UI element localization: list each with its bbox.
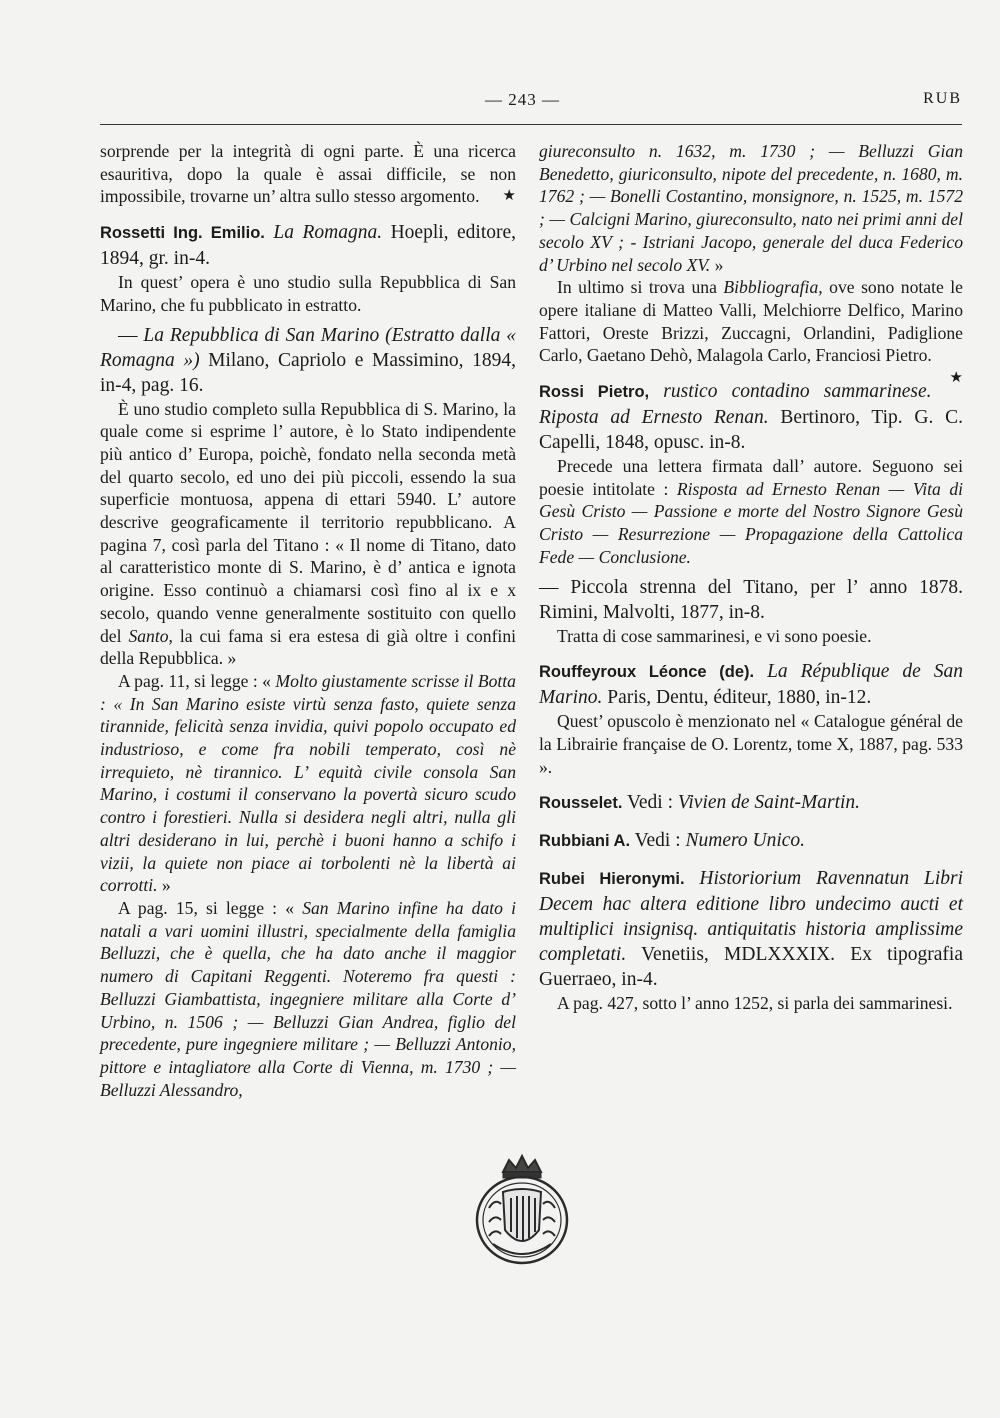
entry-author: Rousselet. (539, 794, 623, 813)
note-text: la cui fama si era estesa di già oltre i confini della Repubblica. » (100, 625, 517, 669)
right-column (539, 140, 963, 1015)
entry-heading (100, 220, 516, 271)
entry-rubbiani (539, 828, 963, 854)
entry-title: Historiorium Ravennatun Libri Decem hac altera editione libro undecimo aucti et multiplici insignisq. antiquitatis historia amplissime completati. (539, 868, 963, 966)
entry-author: Rossi Pietro, (539, 383, 650, 402)
entry-note: In quest’ opera è uno studio sulla Repubblica di San Marino, che fu pubblicato in estratto. (100, 272, 516, 315)
star-ornament: ★ (949, 370, 963, 387)
entry-rousselet (539, 790, 963, 816)
entry-imprint: Hoepli, editore, 1894, gr. in-4. (100, 222, 517, 270)
paragraph-text: sorprende per la integrità di ogni parte. È una ricerca esauritiva, dopo la quale è assai difficile, se non impossibile, trovarne un’ altra sullo stesso argomento. (100, 141, 516, 207)
left-column (100, 140, 516, 1101)
entry-rossi (539, 379, 963, 569)
quotation: Molto giustamente scrisse il Botta : « In San Marino esiste virtù senza fasto, quiete senza tirannide, felicità senza invidia, quivi popolo occupato ed industrioso, e come fra nobili temperato, così nè irrequieto, nè tirannico. L’ equità civile consola San Marino, i costumi il conservano la povertà sicuro scudo contro i forestieri. Nulla si desidera negli altri, nulla gli altri desiderano in lui, perchè i buoni hanno a schifo i vizii, la quiete non piace ai torbolenti nè la libertà ai corrotti. (100, 670, 516, 896)
note-text: In ultimo si trova una (557, 277, 717, 298)
header-rule (100, 124, 962, 125)
entry-reference: Vivien de Saint-Martin. (677, 792, 861, 814)
paragraph-bibliography (539, 276, 963, 387)
entry-author: Rubbiani A. (539, 832, 631, 851)
note-italic: Risposta ad Ernesto Renan — Vita di Gesù Cristo — Passione e morte del Nostro Signore Gesù Cristo — Resurrezione — Propagazione della Cattolica Fede — Conclusione. (539, 478, 964, 567)
star-ornament: ★ (502, 188, 516, 205)
entry-heading (100, 323, 516, 398)
paragraph-continuation (539, 140, 963, 276)
entry-author: Rouffeyroux Léonce (de). (539, 663, 755, 682)
entry-strenna (539, 575, 963, 648)
running-head (100, 90, 962, 114)
entry-note (100, 670, 516, 897)
note-text: » (161, 875, 171, 896)
entry-heading (539, 379, 963, 455)
entry-imprint: Venetiis, MDLXXXIX. Ex tipografia Guerraeo, in-4. (539, 944, 963, 991)
entry-note (100, 897, 516, 1101)
entry-reference: Numero Unico. (685, 830, 806, 852)
quotation: giureconsulto n. 1632, m. 1730 ; — Belluzzi Gian Benedetto, giuriconsulto, nipote del precedente, n. 1680, m. 1762 ; — Bonelli Costantino, monsignore, n. 1525, m. 1572 ; — Calcigni Marino, giureconsulto, nato nei primi anni del secolo XV ; - Istriani Jacopo, generale del duca Federico d’ Urbino nel secolo XV. (539, 141, 963, 275)
paragraph-continuation (100, 140, 516, 208)
entry-heading (539, 659, 963, 710)
entry-note: Tratta di cose sammarinesi, e vi sono poesie. (557, 625, 872, 646)
entry-vedi: Vedi : (634, 830, 681, 852)
note-text: » (714, 254, 724, 275)
note-text: A pag. 11, si legge : « (118, 670, 271, 691)
note-text: Precede una lettera firmata dall’ autore. Seguono sei poesie intitolate : (539, 456, 963, 499)
entry-imprint: Bertinoro, Tip. G. C. Capelli, 1848, opusc. in-8. (539, 407, 963, 454)
note-text: ove sono notate le opere italiane di Matteo Valli, Melchiorre Delfico, Marino Fattori, Oreste Brizzi, Zuccagni, Orlandini, Padiglione Carlo, Gaetano Dehò, Malagola Carlo, Franciosi Pietro. (539, 277, 963, 366)
entry-heading (539, 866, 963, 992)
entry-note: A pag. 427, sotto l’ anno 1252, si parla dei sammarinesi. (557, 993, 953, 1014)
entry-title: La Repubblica di San Marino (Estratto dalla « Romagna ») (100, 324, 516, 371)
entry-author: Rubei Hieronymi. (539, 870, 685, 889)
entry-heading: — Piccola strenna del Titano, per l’ anno 1878. Rimini, Malvolti, 1877, in-8. (539, 576, 963, 623)
coat-of-arms-seal-icon (473, 1152, 571, 1267)
entry-note (100, 398, 516, 670)
entry-note (539, 455, 963, 569)
note-italic: Santo, (128, 625, 173, 646)
entry-author: Rossetti Ing. Emilio. (100, 224, 265, 243)
entry-title: La République de San Marino. (539, 661, 964, 709)
page-number: — 243 — (485, 90, 560, 109)
entry-rouffeyroux (539, 659, 963, 778)
entry-rossetti-estratto (100, 323, 516, 1102)
entry-dash: — (118, 324, 138, 346)
entry-imprint: Paris, Dentu, éditeur, 1880, in-12. (607, 687, 872, 709)
quotation: San Marino infine ha dato i natali a vari uomini illustri, specialmente della famiglia Belluzzi, che è quella, che ha dato anche il maggior numero di Capitani Reggenti. Noteremo fra questi : Belluzzi Giambattista, ingegniere militare alla Corte d’ Urbino, n. 1506 ; — Belluzzi Gian Andrea, figlio del precedente, pure ingegniere militare ; — Belluzzi Antonio, pittore e intagliatore alla Corte di Vienna, m. 1730 ; — Belluzzi Alessandro, (100, 897, 516, 1100)
note-italic: Bibbliografia, (723, 277, 823, 298)
entry-note: Quest’ opuscolo è menzionato nel « Catalogue général de la Librairie française de O. Lorentz, tome X, 1887, pag. 533 ». (539, 711, 963, 777)
entry-imprint: Milano, Capriolo e Massimino, 1894, in-4, pag. 16. (100, 349, 516, 396)
note-text: È uno studio completo sulla Repubblica di S. Marino, la quale come si esprime l’ autore, è lo Stato indipendente più antico d’ Europa, poichè, fondato nella seconda metà del quarto secolo, ed uno dei più piccoli, essendo la sua superficie montuosa, appena di ettari 5940. L’ autore descrive geograficamente il territorio repubblicano. A pagina 7, così parla del Titano : « Il nome di Titano, dato al caratteristico monte di S. Marino, è d’ antica e ignota origine. Esso continuò a chiamarsi così fino al ix e x secolo, quando venne generalmente sostituito con quello del (100, 398, 516, 646)
entry-rubei (539, 866, 963, 1015)
entry-title: La Romagna. (273, 222, 383, 244)
note-text: A pag. 15, si legge : « (118, 897, 295, 918)
section-tag: RUB (923, 90, 962, 107)
entry-title: rustico contadino sammarinese. Riposta ad Ernesto Renan. (539, 381, 932, 429)
entry-vedi: Vedi : (626, 792, 674, 814)
entry-rossetti (100, 220, 516, 316)
